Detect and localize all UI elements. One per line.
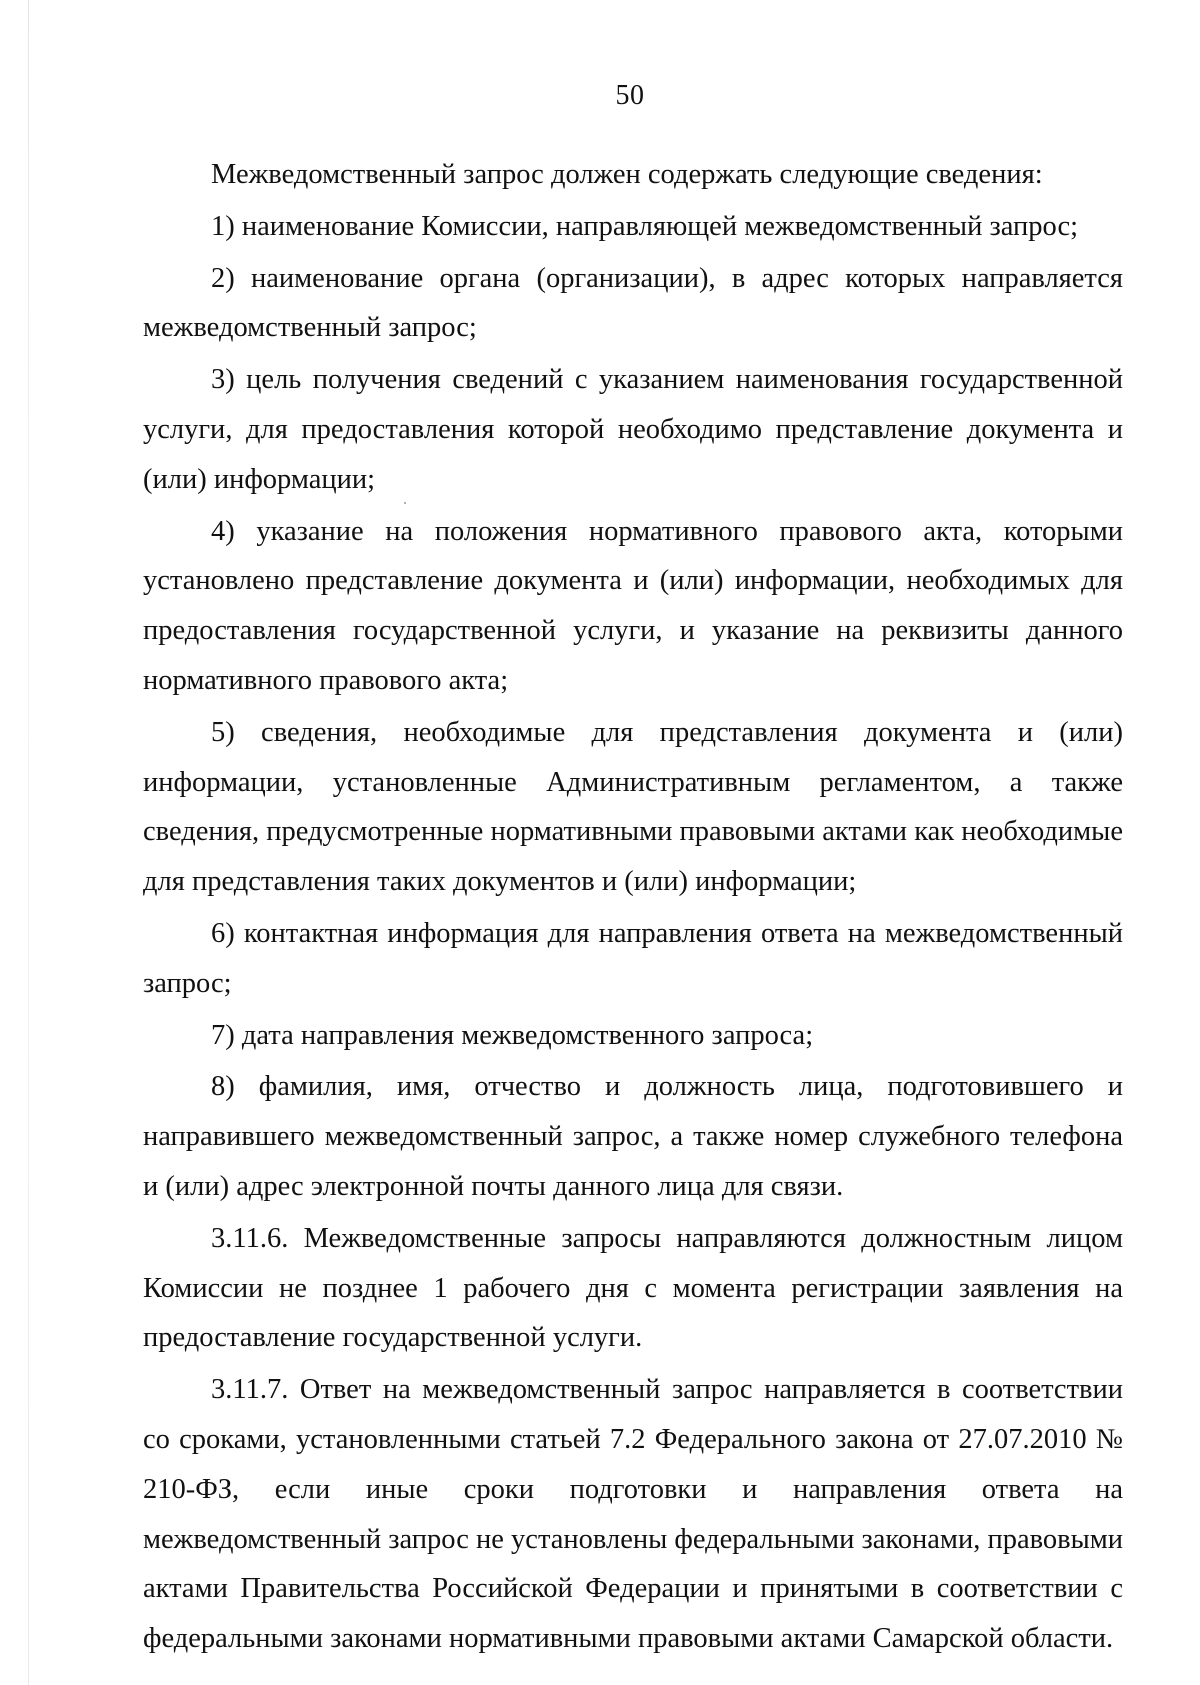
paragraph-item-8: 8) фамилия, имя, отчество и должность лица, подготовившего и направившего межведомственный запрос, а также номер служебного телефона и (или) адрес электронной почты данного лица для связи. [143,1071,1123,1202]
paragraph-item-6: 6) контактная информация для направления ответа на межведомственный запрос; [143,917,1123,999]
paragraph-section-3-11-7: 3.11.7. Ответ на межведомственный запрос направляется в соответствии со сроками, установленными статьей 7.2 Федерального закона от 27.07.2010 № 210-ФЗ, если иные сроки подготовки и направления ответа на межведомственный запрос не установлены федеральными законами, правовыми актами Правительства Российской Федерации и принятыми в соответствии с федеральными законами нормативными правовыми актами Самарской области. [143,1374,1124,1655]
paragraph-intro: Межведомственный запрос должен содержать следующие сведения: [211,159,1043,190]
paragraph-item-3: 3) цель получения сведений с указанием наименования государственной услуги, для предоставления которой необходимо представление документа и (или) информации; [143,364,1123,495]
paragraph-section-3-11-6: 3.11.6. Межведомственные запросы направляются должностным лицом Комиссии не позднее 1 рабочего дня с момента регистрации заявления на предоставление государственной услуги. [143,1222,1123,1354]
paragraph-item-1: 1) наименование Комиссии, направляющей межведомственный запрос; [211,210,1079,242]
paragraph-item-4: 4) указание на положения нормативного правового акта, которыми установлено представление документа и (или) информации, необходимых для предоставления государственной услуги, и указание на реквизиты данного нормативного правового акта; [143,515,1123,696]
scan-edge-line [28,0,29,1685]
scan-speck [404,502,406,504]
document-body [143,150,1123,1664]
paragraph-item-2: 2) наименование органа (организации), в адрес которых направляется межведомственный запрос; [143,262,1123,344]
page-number: 50 [615,80,645,111]
paragraph-item-7: 7) дата направления межведомственного запроса; [211,1019,814,1051]
paragraph-item-5: 5) сведения, необходимые для представления документа и (или) информации, установленные Административным регламентом, а также сведения, предусмотренные нормативными правовыми актами как необходимые для представления таких документов и (или) информации; [143,716,1123,898]
